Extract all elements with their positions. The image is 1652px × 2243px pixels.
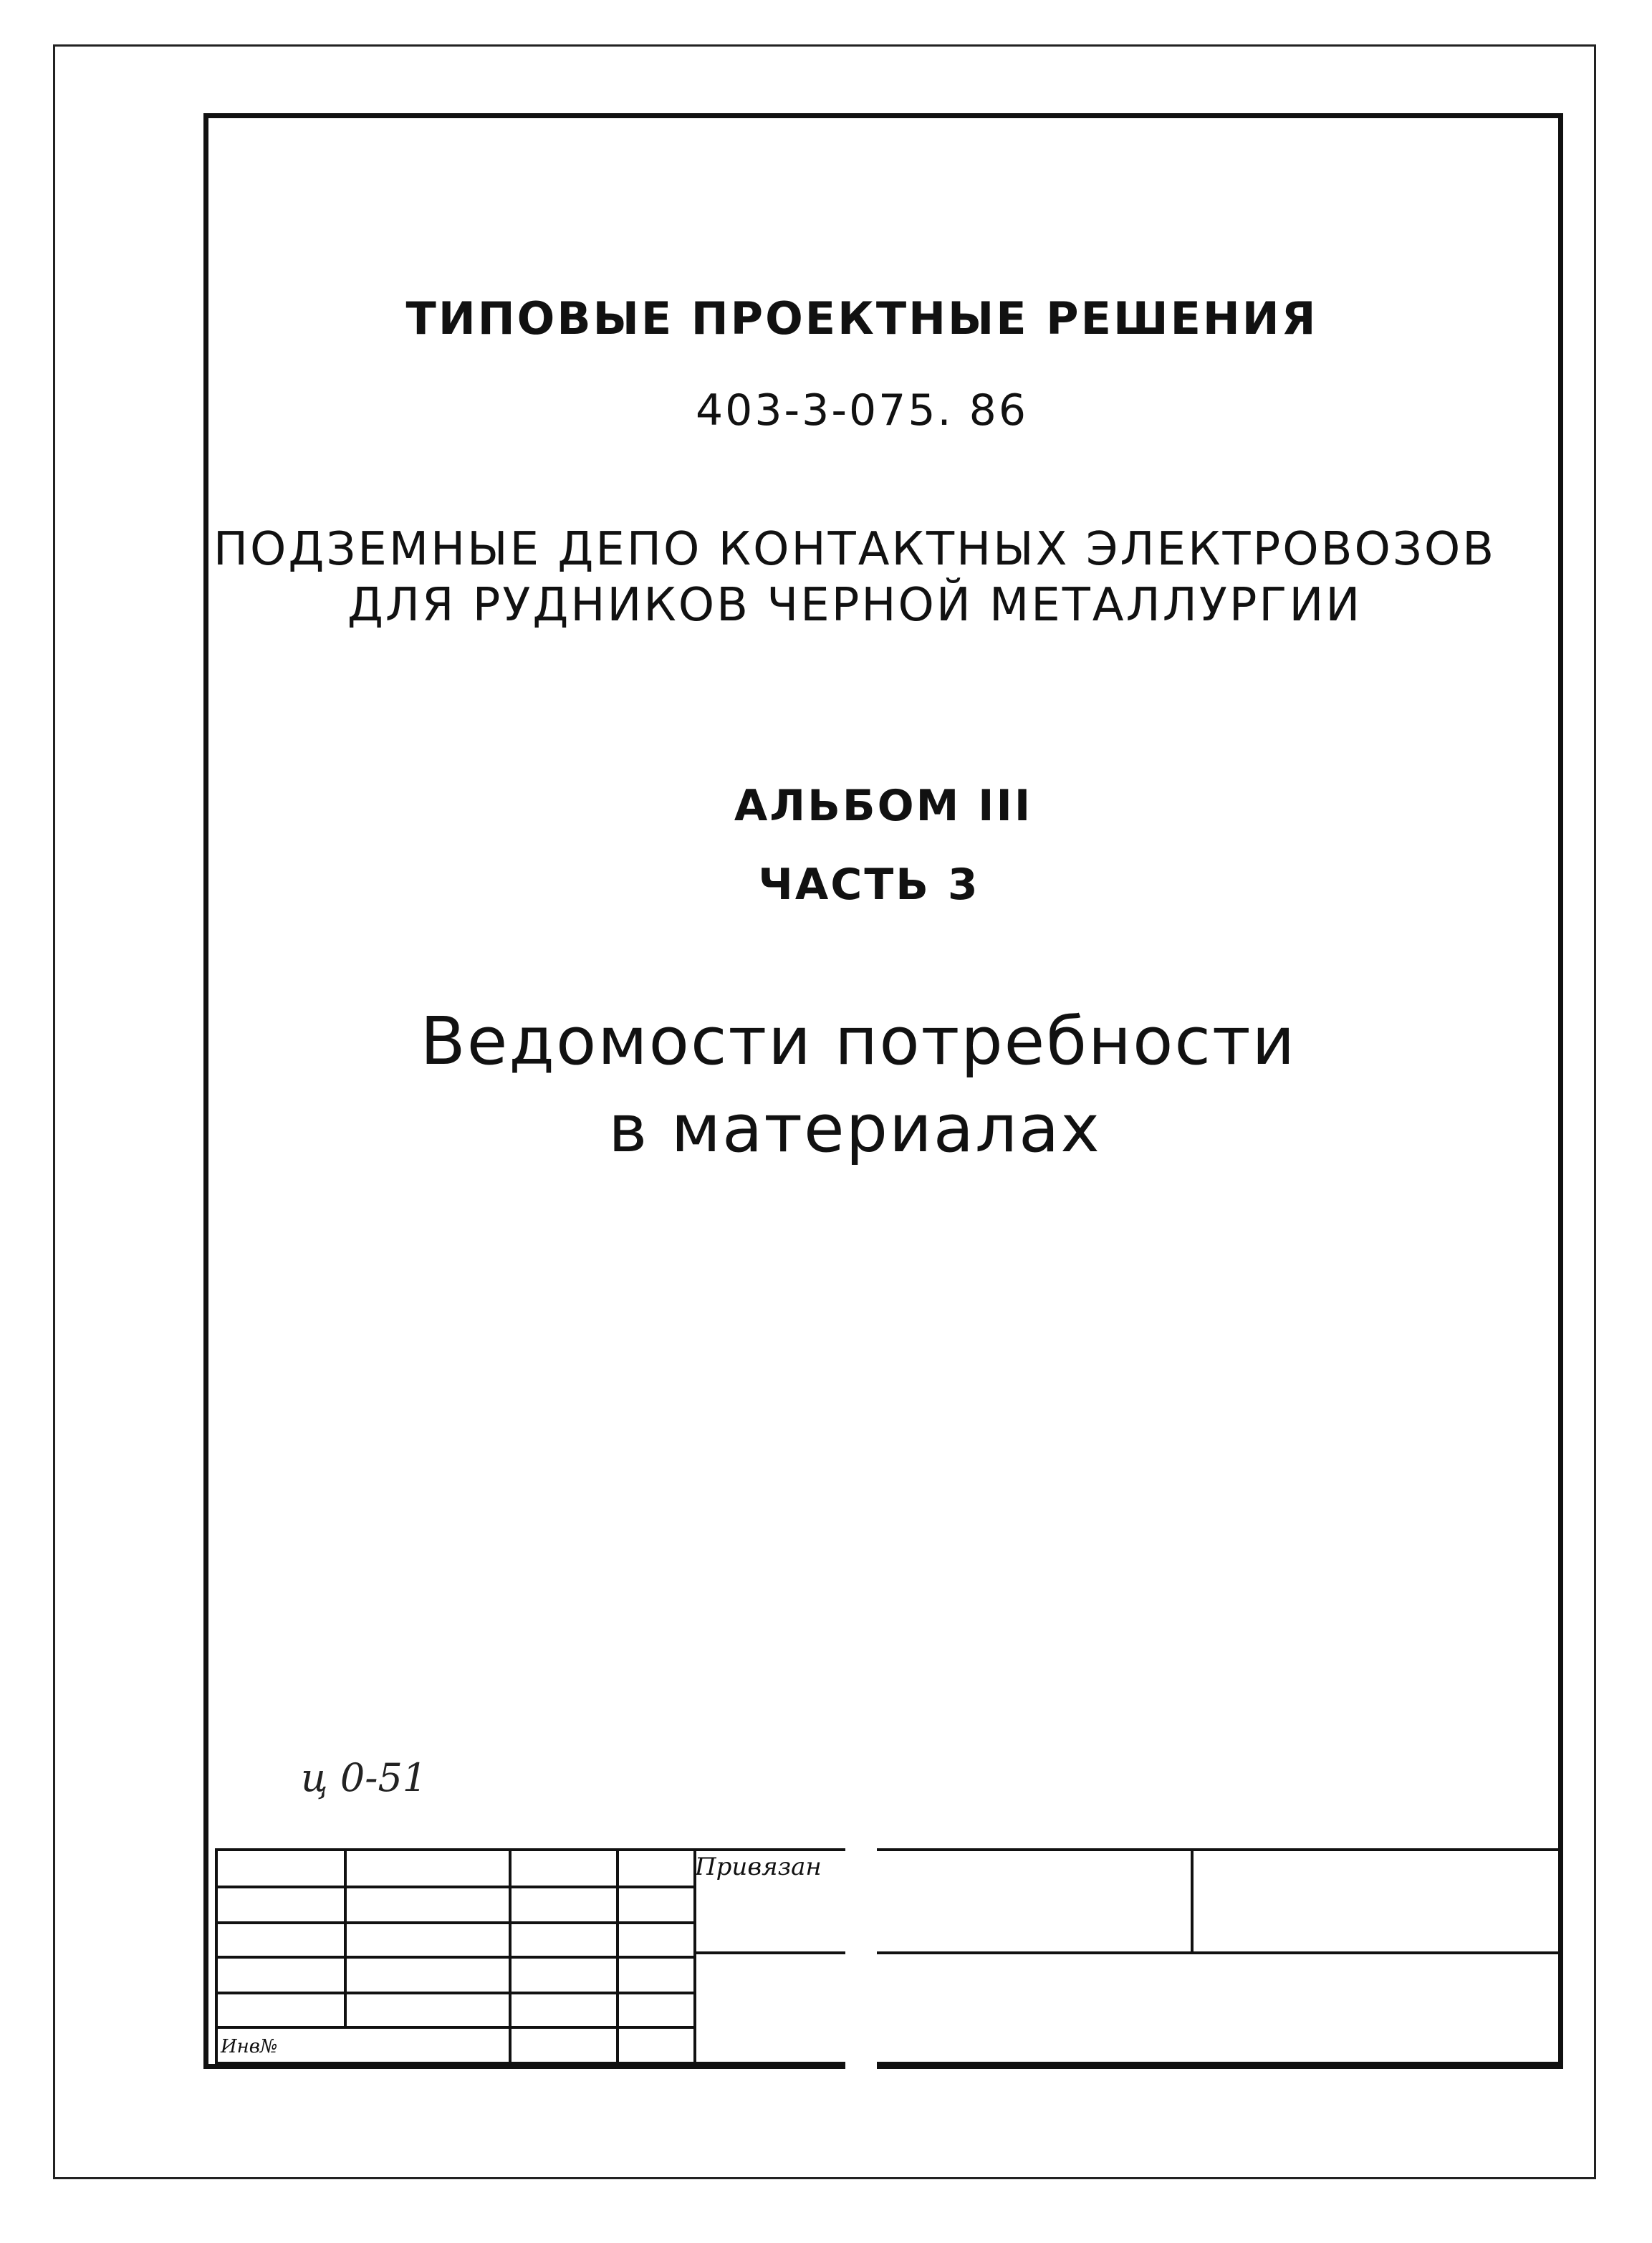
- part-number: ЧАСТЬ 3: [758, 860, 980, 910]
- title-block-top-line: [215, 1848, 1559, 1851]
- title-block-column-line: [616, 1848, 619, 2065]
- handwritten-archive-code: ц 0-51: [301, 1755, 428, 1800]
- title-block-column-line: [1191, 1848, 1194, 1953]
- album-number: АЛЬБОМ III: [734, 781, 1033, 831]
- attached-label: Привязан: [695, 1853, 822, 1881]
- title-block-bottom-line: [215, 2062, 1559, 2065]
- title-block-mid-line: [693, 1951, 1559, 1954]
- title-block-column-line: [215, 1848, 218, 2065]
- title-block-row-line: [215, 2026, 693, 2029]
- title-block: [215, 1848, 1559, 2065]
- document-title-line-2: в материалах: [608, 1090, 1101, 1167]
- title-block-column-line: [344, 1848, 347, 2027]
- inventory-number-label: Инв№: [221, 2036, 278, 2057]
- scan-gap: [845, 1841, 877, 2070]
- document-code: 403-3-075. 86: [695, 385, 1028, 436]
- title-block-row-line: [215, 1956, 693, 1959]
- title-block-column-line: [509, 1848, 512, 2065]
- series-title: ТИПОВЫЕ ПРОЕКТНЫЕ РЕШЕНИЯ: [405, 292, 1318, 345]
- title-block-row-line: [215, 1921, 693, 1924]
- title-block-row-line: [215, 1886, 693, 1888]
- project-title-line-1: ПОДЗЕМНЫЕ ДЕПО КОНТАКТНЫХ ЭЛЕКТРОВОЗОВ: [213, 523, 1497, 576]
- document-title-line-1: Ведомости потребности: [420, 1003, 1297, 1080]
- title-block-row-line: [215, 1992, 693, 1994]
- project-title-line-2: ДЛЯ РУДНИКОВ ЧЕРНОЙ МЕТАЛЛУРГИИ: [347, 579, 1363, 632]
